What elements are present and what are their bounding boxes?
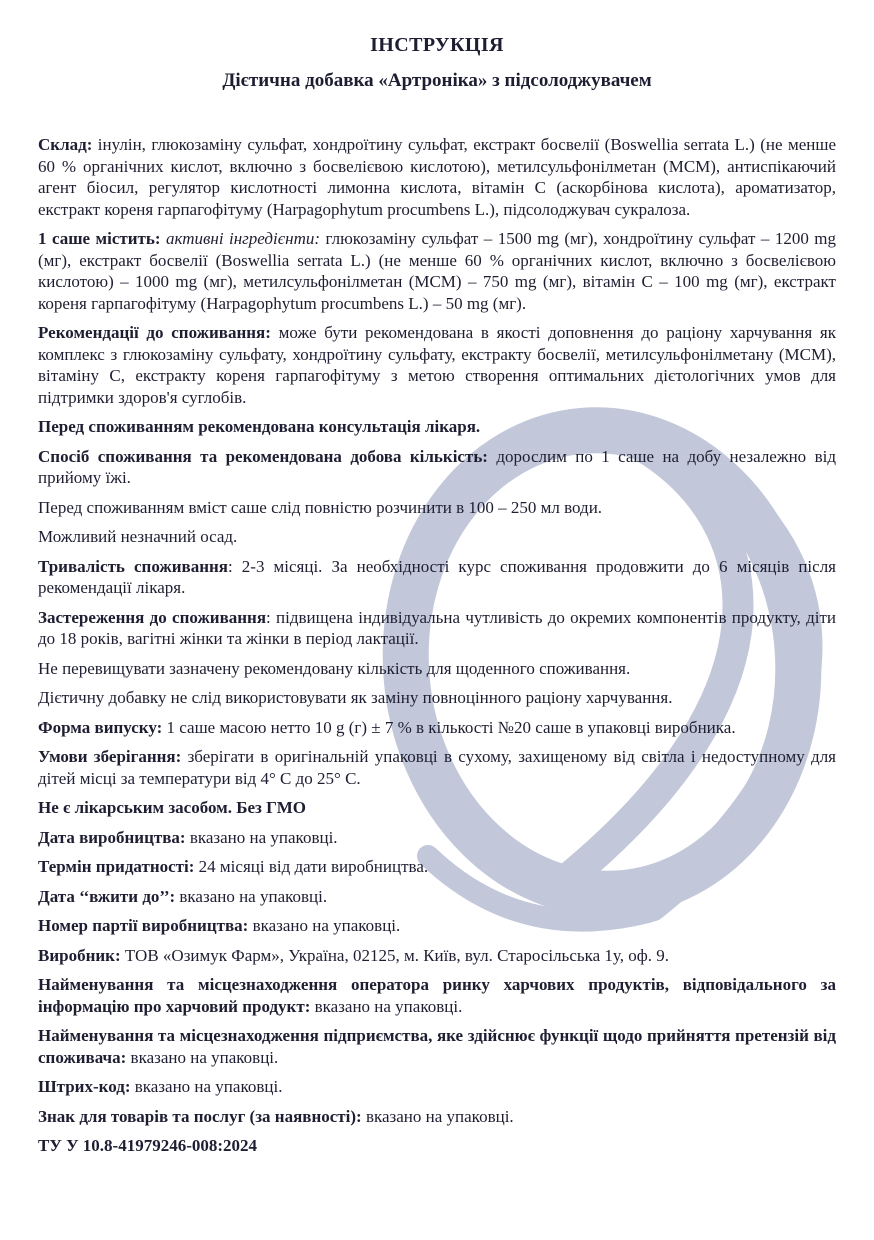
paragraph-lead: Дата ‘‘вжити до’’:	[38, 886, 176, 906]
paragraph-lead: ТУ У 10.8-41979246-008:2024	[38, 1136, 258, 1155]
paragraph-text: вказано на упаковці.	[130, 1077, 283, 1096]
paragraph-text: : підвищена індивідуальна чутливість до окремих компонентів продукту, діти до 18 років, вагітні жінки та жінки в період лактації.	[38, 607, 836, 648]
paragraph-italic-lead: активні інгредієнти:	[160, 229, 321, 248]
paragraph-text: Дієтичну добавку не слід використовувати як заміну повноцінного раціону харчування.	[38, 688, 673, 707]
paragraph-text: вказано на упаковці.	[126, 1047, 279, 1067]
paragraph-lead: Не є лікарським засобом. Без ГМО	[38, 798, 306, 817]
paragraph-text: може бути рекомендована в якості доповнення до раціону харчування як комплекс з глюкозаміну сульфату, хондроїтину сульфату, екстракту босвелії, метилсульфонілметану (МСМ), вітаміну С, екстракту кореня гарпагофітуму з метою створення оптимальних дієтологічних умов для підтримки здоров'я суглобів.	[38, 323, 836, 407]
paragraph-lead: Застереження до споживання	[38, 607, 267, 627]
paragraph	[38, 1076, 836, 1098]
paragraph-text: Не перевищувати зазначену рекомендовану кількість для щоденного споживання.	[38, 658, 631, 678]
paragraph-text: інулін, глюкозаміну сульфат, хондроїтину сульфат, екстракт босвелії (Boswellia serrata L.) (не менше 60 % органічних кислот, включно з босвелієвою кислотою), метилсульфонілметан (МСМ), антиспікаючий агент біосил, регулятор кислотності лимонна кислота, вітамін С (аскорбінова кислота), ароматизатор, екстракт кореня гарпагофітуму (Harpagophytum procumbens L.), підсолоджувач сукралоза.	[38, 135, 836, 219]
document-title: ІНСТРУКЦІЯ	[370, 34, 504, 56]
paragraph-text: Можливий незначний осад.	[38, 527, 238, 546]
paragraph	[38, 746, 836, 789]
paragraph-text: вказано на упаковці.	[361, 1106, 514, 1126]
paragraph-lead: Форма випуску:	[38, 717, 163, 737]
paragraph	[38, 1135, 836, 1157]
paragraph-text: вказано на упаковці.	[185, 827, 338, 847]
paragraph-lead: Штрих-код:	[38, 1077, 131, 1096]
paragraph-lead: Умови зберігання:	[38, 747, 182, 766]
paragraph	[38, 526, 836, 548]
paragraph-lead: Дата виробництва:	[38, 827, 186, 847]
paragraph	[38, 658, 836, 680]
paragraph-text: 24 місяці від дати виробництва.	[194, 857, 429, 876]
paragraph	[38, 497, 836, 519]
paragraph	[38, 915, 836, 937]
document-body	[38, 134, 836, 1157]
paragraph	[38, 1106, 836, 1128]
paragraph-lead: Номер партії виробництва:	[38, 916, 249, 935]
paragraph	[38, 827, 836, 849]
paragraph-lead: Спосіб споживання та рекомендована добова кількість:	[38, 446, 488, 466]
paragraph-lead: Перед споживанням рекомендована консультація лікаря.	[38, 417, 481, 436]
paragraph-lead: Знак для товарів та послуг (за наявності):	[38, 1106, 362, 1126]
document-subtitle: Дієтична добавка «Артроніка» з підсолоджувачем	[222, 70, 652, 91]
paragraph-text: дорослим по 1 саше на добу незалежно від прийому їжі.	[38, 446, 836, 487]
paragraph-lead: Найменування та місцезнаходження підприємства, яке здійснює функції щодо прийняття претензій від споживача:	[38, 1026, 836, 1067]
paragraph	[38, 797, 836, 819]
paragraph-text: зберігати в оригінальній упаковці в сухому, захищеному від світла і недоступному для дітей місці за температури від 4° С до 25° С.	[38, 747, 836, 788]
paragraph	[38, 1025, 836, 1068]
paragraph-text: вказано на упаковці.	[310, 996, 463, 1016]
paragraph	[38, 607, 836, 650]
paragraph-text: Перед споживанням вміст саше слід повністю розчинити в 100 – 250 мл води.	[38, 497, 603, 517]
paragraph	[38, 322, 836, 408]
paragraph-text: вказано на упаковці.	[248, 916, 401, 935]
paragraph	[38, 886, 836, 908]
paragraph-lead: Тривалість споживання	[38, 556, 228, 576]
paragraph-text: ТОВ «Озимук Фарм», Україна, 02125, м. Київ, вул. Старосільська 1у, оф. 9.	[120, 945, 669, 965]
paragraph-lead: Склад:	[38, 135, 93, 154]
paragraph-text: 1 саше масою нетто 10 g (г) ± 7 % в кількості №20 саше в упаковці виробника.	[162, 717, 736, 737]
paragraph-text: глюкозаміну сульфат – 1500 mg (мг), хондроїтину сульфат – 1200 mg (мг), екстракт босвелії (Boswellia serrata L.) (не менше 60 % органічних кислот, включно з босвелієвою кислотою) – 1000 mg (мг), метилсульфонілметан (МСМ) – 750 mg (мг), вітамін С – 100 mg (мг), екстракт кореня гарпагофітуму (Harpagophytum procumbens L.) – 50 mg (мг).	[38, 229, 836, 313]
paragraph	[38, 134, 836, 220]
paragraph-text: вказано на упаковці.	[175, 886, 328, 906]
paragraph-lead: Рекомендації до споживання:	[38, 323, 271, 342]
paragraph	[38, 556, 836, 599]
paragraph-lead: Виробник:	[38, 945, 121, 965]
paragraph	[38, 228, 836, 314]
paragraph-text: : 2-3 місяці. За необхідності курс споживання продовжити до 6 місяців після рекомендації лікаря.	[38, 556, 836, 597]
paragraph	[38, 945, 836, 967]
paragraph-lead: Термін придатності:	[38, 857, 195, 876]
paragraph	[38, 687, 836, 709]
paragraph	[38, 416, 836, 438]
paragraph-lead: Найменування та місцезнаходження оператора ринку харчових продуктів, відповідального за інформацію про харчовий продукт:	[38, 975, 836, 1016]
paragraph	[38, 856, 836, 878]
paragraph	[38, 446, 836, 489]
paragraph	[38, 974, 836, 1017]
paragraph-lead: 1 саше містить:	[38, 229, 161, 248]
paragraph	[38, 717, 836, 739]
